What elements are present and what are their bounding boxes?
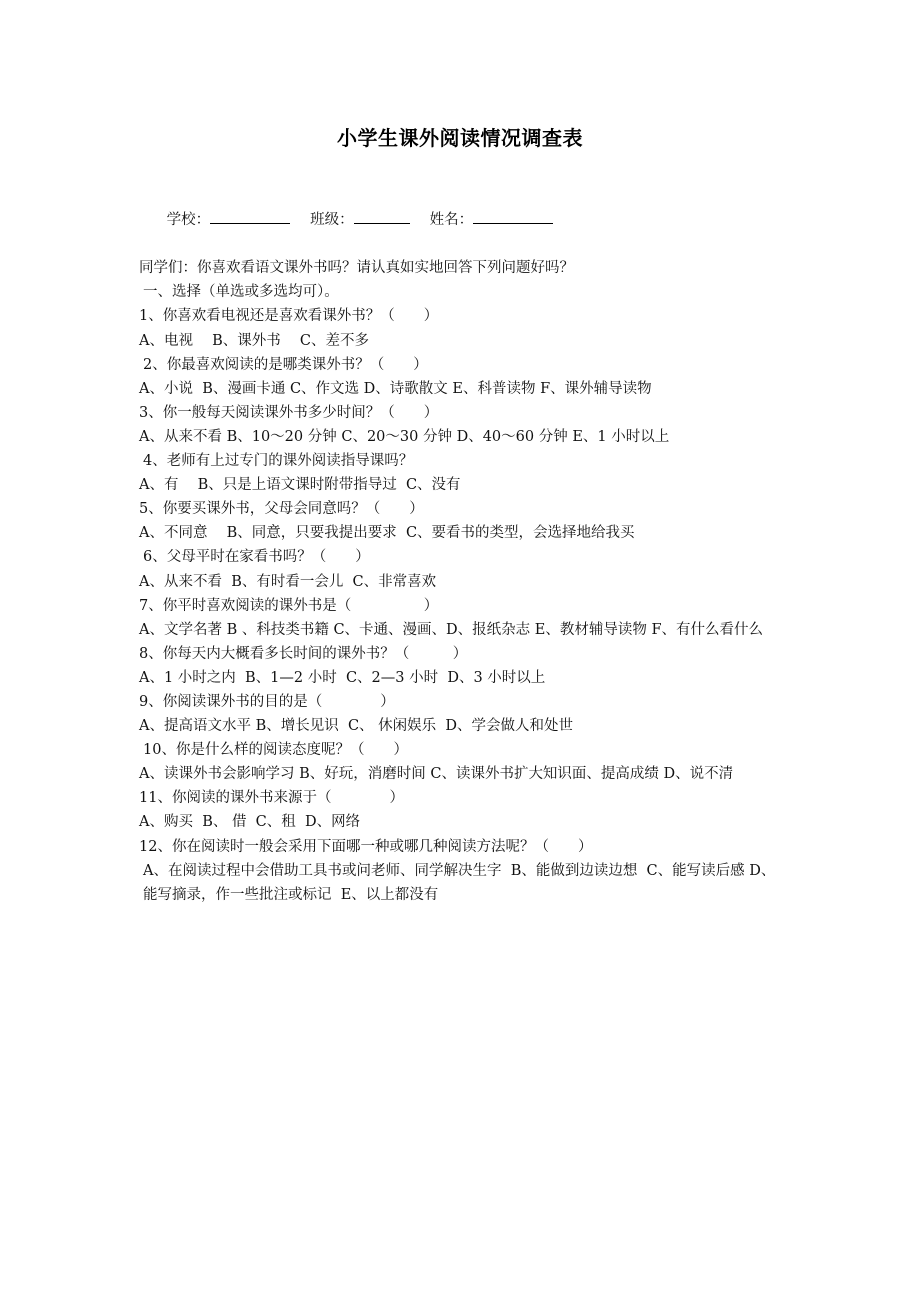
school-label: 学校： (166, 212, 211, 229)
options-4: A、有 B、只是上语文课时附带指导过 C、没有 (139, 477, 461, 494)
options-12: A、在阅读过程中会借助工具书或问老师、同学解决生字 B、能做到边读边想 C、能写读后感 D、能写摘录，作一些批注或标记 E、以上都没有 (143, 862, 776, 903)
question-2: 2、你最喜欢阅读的是哪类课外书？（ ） (143, 356, 428, 373)
school-field[interactable] (167, 208, 291, 232)
options-9: A、提高语文水平 B、增长见识 C、 休闲娱乐 D、学会做人和处世 (139, 718, 573, 735)
question-4: 4、老师有上过专门的课外阅读指导课吗？ (143, 453, 414, 470)
question-10: 10、你是什么样的阅读态度呢？（ ） (143, 742, 408, 759)
question-11: 11、你阅读的课外书来源于（ ） (139, 790, 404, 807)
options-7: A、文学名著 B 、科技类书籍 C、卡通、漫画、D、报纸杂志 E、教材辅导读物 F、有什么看什么 (139, 621, 764, 638)
name-blank[interactable] (473, 209, 553, 224)
options-6: A、从来不看 B、有时看一会儿 C、非常喜欢 (139, 573, 437, 590)
survey-body (139, 184, 784, 907)
question-5: 5、你要买课外书，父母会同意吗？（ ） (139, 501, 424, 518)
document-title: 小学生课外阅读情况调查表 (337, 126, 583, 150)
options-2: A、小说 B、漫画卡通 C、作文选 D、诗歌散文 E、科普读物 F、课外辅导读物 (139, 380, 652, 397)
student-info-row (139, 184, 784, 256)
options-1: A、电视 B、课外书 C、差不多 (139, 332, 369, 349)
options-10: A、读课外书会影响学习 B、好玩，消磨时间 C、读课外书扩大知识面、提高成绩 D、说不清 (139, 766, 734, 783)
question-8: 8、你每天内大概看多长时间的课外书？（ ） (139, 645, 468, 662)
class-blank[interactable] (354, 209, 410, 224)
options-3: A、从来不看 B、10～20 分钟 C、20～30 分钟 D、40～60 分钟 E、1 小时以上 (139, 428, 670, 445)
options-11: A、购买 B、 借 C、租 D、网络 (139, 814, 361, 831)
question-12: 12、你在阅读时一般会采用下面哪一种或哪几种阅读方法呢？（ ） (139, 838, 593, 855)
options-5: A、不同意 B、同意，只要我提出要求 C、要看书的类型，会选择地给我买 (139, 525, 635, 542)
class-label: 班级： (310, 212, 354, 229)
name-label: 姓名： (429, 212, 474, 229)
question-7: 7、你平时喜欢阅读的课外书是（ ） (139, 597, 439, 614)
question-1: 1、你喜欢看电视还是喜欢看课外书？（ ） (139, 308, 439, 325)
school-blank[interactable] (210, 209, 290, 224)
intro-text: 同学们：你喜欢看语文课外书吗？请认真如实地回答下列问题好吗？ (139, 260, 574, 277)
name-field[interactable] (430, 208, 554, 232)
question-3: 3、你一般每天阅读课外书多少时间？（ ） (139, 404, 439, 421)
question-6: 6、父母平时在家看书吗？（ ） (143, 549, 370, 566)
class-field[interactable] (310, 208, 410, 232)
section-heading: 一、选择（单选或多选均可）。 (143, 284, 339, 301)
question-9: 9、你阅读课外书的目的是（ ） (139, 693, 395, 710)
options-8: A、1 小时之内 B、1—2 小时 C、2—3 小时 D、3 小时以上 (139, 669, 546, 686)
